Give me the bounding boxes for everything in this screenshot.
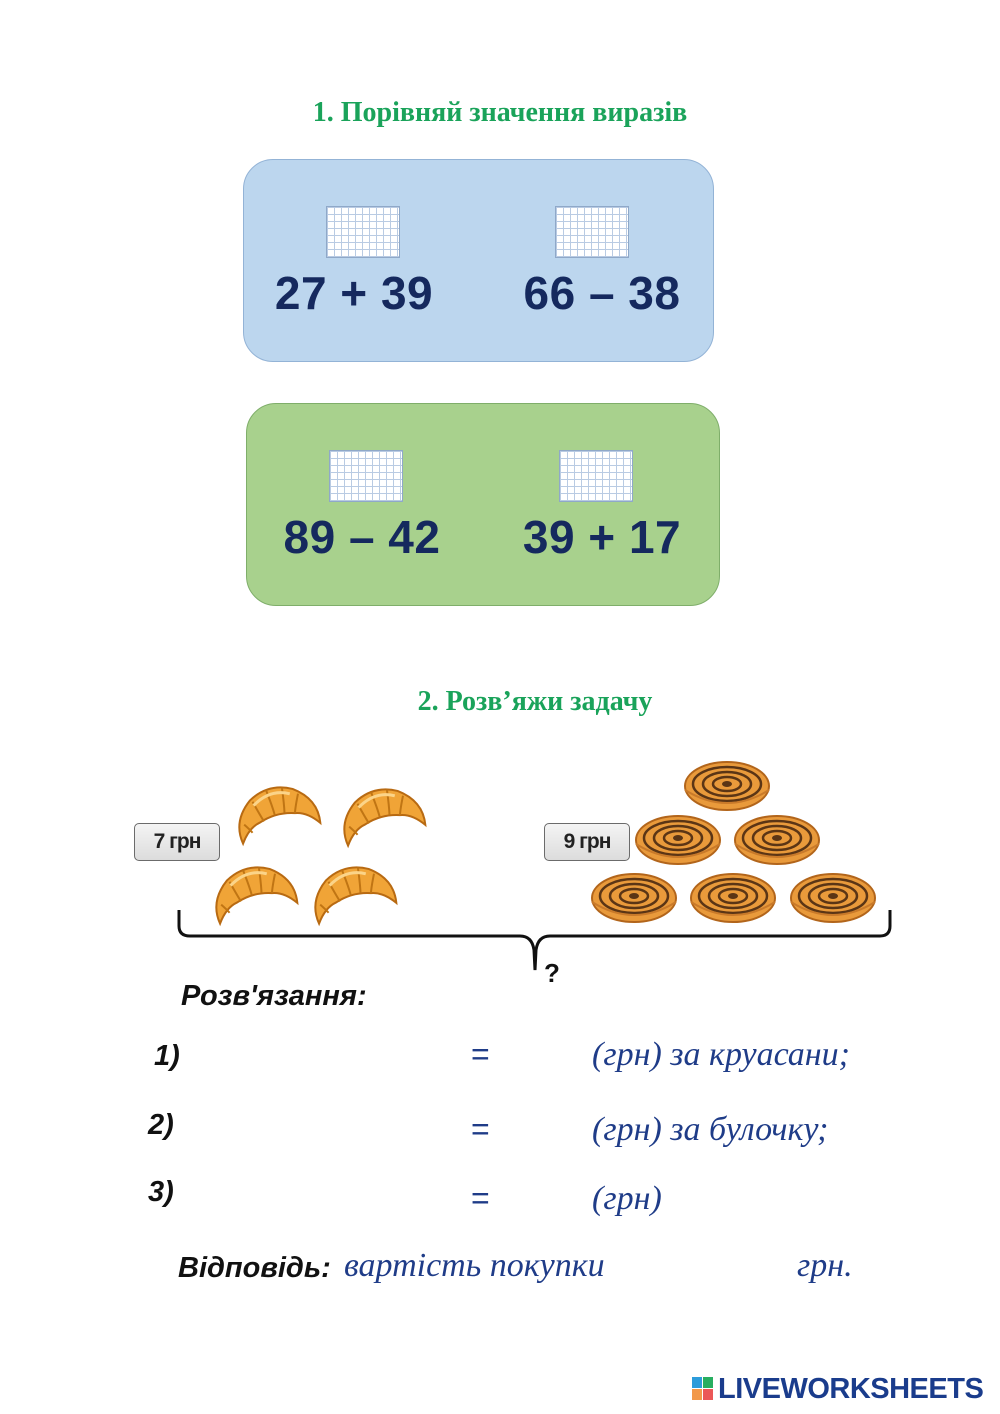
bun-image bbox=[592, 874, 676, 922]
brand-name: LIVEWORKSHEETS bbox=[718, 1372, 984, 1405]
bun-image bbox=[685, 762, 769, 810]
expression-left: 89 – 42 bbox=[283, 511, 441, 563]
bun-image bbox=[691, 874, 775, 922]
liveworksheets-logo bbox=[692, 1374, 983, 1404]
step-unit-text: (грн) за булочку; bbox=[592, 1111, 829, 1148]
comparison-panel-green bbox=[246, 403, 720, 606]
comparison-panel-blue bbox=[243, 159, 714, 362]
liveworksheets-logo-icon bbox=[692, 1377, 714, 1401]
expression-right: 66 – 38 bbox=[523, 267, 681, 319]
answer-unit: грн. bbox=[797, 1247, 853, 1284]
equals-sign: = bbox=[471, 1180, 490, 1216]
croissant-image bbox=[336, 780, 426, 845]
pastry-illustration bbox=[0, 760, 1000, 980]
question-mark: ? bbox=[544, 958, 560, 988]
price-tag-croissant: 7 грн bbox=[134, 823, 220, 861]
bun-image bbox=[791, 874, 875, 922]
answer-label: Відповідь: bbox=[178, 1252, 331, 1284]
solution-label: Розв'язання: bbox=[181, 980, 367, 1012]
answer-text: вартість покупки bbox=[344, 1247, 605, 1284]
expression-left: 27 + 39 bbox=[274, 267, 434, 319]
step-number: 3) bbox=[148, 1176, 174, 1208]
equals-sign: = bbox=[471, 1111, 490, 1147]
answer-box-right[interactable] bbox=[555, 206, 629, 258]
task1-title: 1. Порівняй значення виразів bbox=[312, 97, 688, 128]
step-number: 2) bbox=[148, 1109, 174, 1141]
price-tag-bun: 9 грн bbox=[544, 823, 630, 861]
bun-image bbox=[735, 816, 819, 864]
curly-brace bbox=[179, 910, 890, 970]
step-unit-text: (грн) за круасани; bbox=[592, 1036, 850, 1073]
bun-image bbox=[636, 816, 720, 864]
answer-box-left[interactable] bbox=[326, 206, 400, 258]
task2-title: 2. Розв’яжи задачу bbox=[417, 686, 653, 717]
answer-box-left[interactable] bbox=[329, 450, 403, 502]
answer-box-right[interactable] bbox=[559, 450, 633, 502]
expression-right: 39 + 17 bbox=[522, 511, 682, 563]
step-number: 1) bbox=[154, 1040, 180, 1072]
step-unit-text: (грн) bbox=[592, 1180, 662, 1217]
equals-sign: = bbox=[471, 1036, 490, 1072]
croissant-image bbox=[208, 858, 298, 923]
croissant-image bbox=[307, 858, 397, 923]
croissant-image bbox=[231, 778, 321, 843]
